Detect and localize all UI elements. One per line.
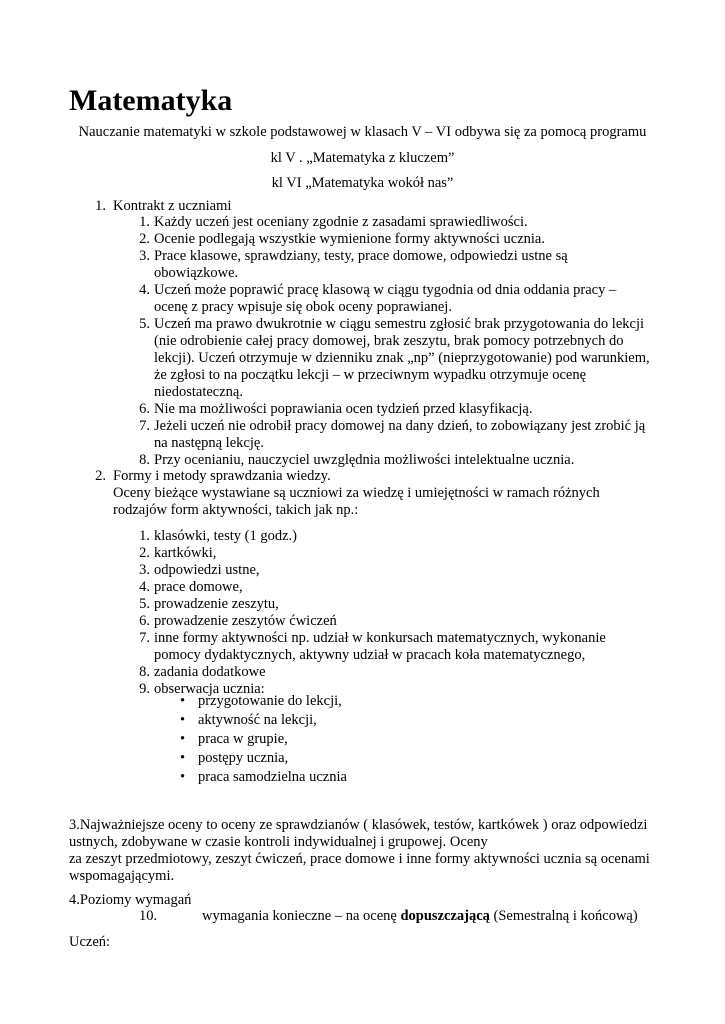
list-item-text: Uczeń może poprawić pracę klasową w ciągu tygodnia od dnia oddania pracy –: [154, 282, 617, 298]
section-1-number: 1.: [95, 198, 106, 214]
bullet-icon: •: [180, 750, 186, 766]
intro-line-3: kl VI „Matematyka wokół nas”: [271, 175, 454, 191]
list-item-number: 4.: [139, 579, 150, 595]
list-item-number: 2.: [139, 545, 150, 561]
list-item-text: na następną lekcję.: [154, 435, 264, 451]
list-item-text: Uczeń ma prawo dwukrotnie w ciągu semestru zgłosić brak przygotowania do lekcji: [154, 316, 645, 332]
list-item-number: 7.: [139, 630, 150, 646]
intro-line-2: kl V . „Matematyka z kluczem”: [270, 150, 455, 166]
list-item-text: Jeżeli uczeń nie odrobił pracy domowej na dany dzień, to zobowiązany jest zrobić ją: [154, 418, 646, 434]
list-item-text: że zgłosi to na początku lekcji – w przeciwnym wypadku otrzymuje ocenę: [154, 367, 587, 383]
section-3-line-4: wspomagającymi.: [69, 868, 175, 884]
bullet-item: aktywność na lekcji,: [198, 712, 317, 728]
list-item-text: Nie ma możliwości poprawiania ocen tydzień przed klasyfikacją.: [154, 401, 533, 417]
section-4-item-text: wymagania konieczne – na ocenę dopuszczającą (Semestralną i końcową): [202, 908, 638, 924]
list-item-text: prowadzenie zeszytów ćwiczeń: [154, 613, 337, 629]
list-item-number: 1.: [139, 528, 150, 544]
list-item-text: klasówki, testy (1 godz.): [154, 528, 297, 544]
list-item-number: 7.: [139, 418, 150, 434]
section-1-heading: Kontrakt z uczniami: [113, 198, 232, 214]
section-2-number: 2.: [95, 468, 106, 484]
list-item-number: 1.: [139, 214, 150, 230]
footer-label: Uczeń:: [69, 934, 111, 950]
list-item-number: 9.: [139, 681, 150, 697]
list-item-number: 2.: [139, 231, 150, 247]
intro-line-1: Nauczanie matematyki w szkole podstawowej w klasach V – VI odbywa się za pomocą programu: [78, 124, 647, 140]
list-item-text: obowiązkowe.: [154, 265, 239, 281]
section-2-paragraph-line-1: Oceny bieżące wystawiane są uczniowi za wiedzę i umiejętności w ramach różnych: [113, 485, 600, 501]
list-item-number: 5.: [139, 596, 150, 612]
list-item-text: odpowiedzi ustne,: [154, 562, 260, 578]
grade-name: dopuszczającą: [400, 908, 490, 924]
list-item-number: 6.: [139, 401, 150, 417]
list-item-text: ocenę z pracy wpisuje się obok oceny poprawianej.: [154, 299, 452, 315]
list-item-text: Ocenie podlegają wszystkie wymienione formy aktywności ucznia.: [154, 231, 545, 247]
list-item-text: Każdy uczeń jest oceniany zgodnie z zasadami sprawiedliwości.: [154, 214, 528, 230]
list-item-text: niedostateczną.: [154, 384, 243, 400]
list-item-text: inne formy aktywności np. udział w konkursach matematycznych, wykonanie: [154, 630, 606, 646]
list-item-number: 3.: [139, 248, 150, 264]
list-item-number: 8.: [139, 664, 150, 680]
bullet-icon: •: [180, 731, 186, 747]
list-item-number: 8.: [139, 452, 150, 468]
section-2-heading: Formy i metody sprawdzania wiedzy.: [113, 468, 331, 484]
list-item-text: prowadzenie zeszytu,: [154, 596, 279, 612]
bullet-icon: •: [180, 693, 186, 709]
list-item-text: obserwacja ucznia:: [154, 681, 265, 697]
list-item-number: 3.: [139, 562, 150, 578]
list-item-text: (nie odrobienie całej pracy domowej, brak zeszytu, brak pomocy potrzebnych do: [154, 333, 624, 349]
list-item-number: 5.: [139, 316, 150, 332]
section-2-paragraph-line-2: rodzajów form aktywności, takich jak np.:: [113, 502, 359, 518]
section-4-heading: 4.Poziomy wymagań: [69, 892, 192, 908]
list-item-text: zadania dodatkowe: [154, 664, 266, 680]
bullet-item: postępy ucznia,: [198, 750, 289, 766]
bullet-item: praca samodzielna ucznia: [198, 769, 347, 785]
list-item-text: prace domowe,: [154, 579, 243, 595]
list-item-text: pomocy dydaktycznych, aktywny udział w pracach koła matematycznego,: [154, 647, 586, 663]
section-4-item-number: 10.: [139, 908, 158, 924]
bullet-icon: •: [180, 712, 186, 728]
section-3-line-1: 3.Najważniejsze oceny to oceny ze sprawdzianów ( klasówek, testów, kartkówek ) oraz odpowiedzi: [69, 817, 648, 833]
bullet-item: przygotowanie do lekcji,: [198, 693, 342, 709]
bullet-icon: •: [180, 769, 186, 785]
list-item-number: 6.: [139, 613, 150, 629]
section-3-line-2: ustnych, zdobywane w czasie kontroli indywidualnej i grupowej. Oceny: [69, 834, 488, 850]
section-3-line-3: za zeszyt przedmiotowy, zeszyt ćwiczeń, prace domowe i inne formy aktywności ucznia są ocenami: [69, 851, 650, 867]
list-item-number: 4.: [139, 282, 150, 298]
list-item-text: Prace klasowe, sprawdziany, testy, prace domowe, odpowiedzi ustne są: [154, 248, 568, 264]
list-item-text: Przy ocenianiu, nauczyciel uwzględnia możliwości intelektualne ucznia.: [154, 452, 575, 468]
list-item-text: kartkówki,: [154, 545, 217, 561]
bullet-item: praca w grupie,: [198, 731, 288, 747]
list-item-text: lekcji). Uczeń otrzymuje w dzienniku znak „np” (nieprzygotowanie) pod warunkiem,: [154, 350, 650, 366]
page-title: Matematyka: [69, 84, 233, 117]
